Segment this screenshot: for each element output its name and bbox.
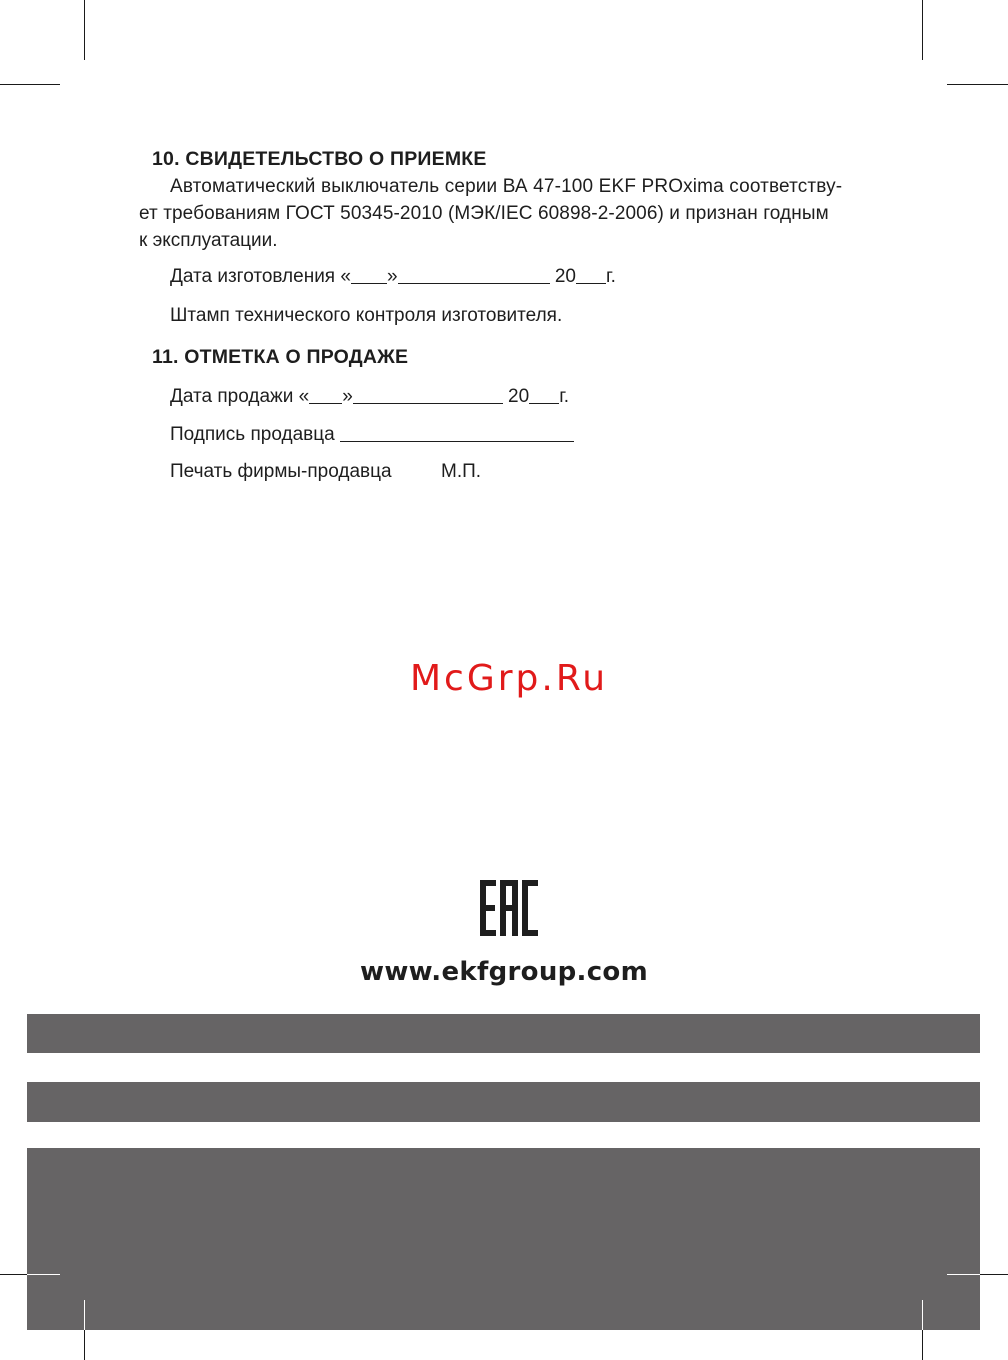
stamp-text: Штамп технического контроля изготовителя. [170, 305, 563, 326]
section-10-paragraph [139, 173, 859, 254]
website-url: www.ekfgroup.com [360, 957, 648, 987]
eac-logo [480, 880, 538, 936]
mfg-year-prefix: 20 [554, 266, 576, 287]
paragraph-line-2: ет требованиям ГОСТ 50345-2010 (МЭК/IEC 60898-2-2006) и признан годным [139, 203, 829, 224]
mfg-month-blank [398, 265, 550, 284]
sale-year-blank [529, 385, 559, 404]
mfg-date-mid: » [386, 266, 398, 287]
mfg-day-blank [351, 265, 387, 284]
manufacture-date-field [170, 265, 616, 288]
crop-mark-tr-v [922, 0, 923, 60]
crop-mark-tl-v [84, 0, 85, 60]
crop-mark-br-v-out [922, 1330, 923, 1360]
crop-mark-tl-h [0, 84, 60, 85]
crop-mark-br-h-out [980, 1274, 1008, 1275]
section-10-heading: 10. СВИДЕТЕЛЬСТВО О ПРИЕМКЕ [152, 148, 487, 170]
paragraph-line-3: к эксплуатации. [139, 230, 278, 251]
sale-year-prefix: 20 [508, 386, 530, 407]
gray-band-1 [27, 1014, 980, 1053]
sale-month-blank [353, 385, 503, 404]
seller-signature-blank [340, 423, 574, 442]
sale-date-field [170, 385, 569, 408]
seller-signature-label: Подпись продавца [170, 424, 335, 445]
sale-date-suffix: г. [559, 386, 570, 407]
mfg-date-prefix: Дата изготовления « [170, 266, 351, 287]
crop-mark-tr-h [947, 84, 1008, 85]
mfg-year-blank [576, 265, 606, 284]
mfg-date-suffix: г. [605, 266, 616, 287]
eac-mark-icon [480, 880, 538, 936]
seller-stamp-field [170, 461, 392, 483]
mp-label: М.П. [441, 461, 482, 482]
seller-signature-field [170, 423, 574, 446]
crop-mark-bl-v-out [84, 1330, 85, 1360]
gray-band-2 [27, 1082, 980, 1122]
seller-stamp-label: Печать фирмы-продавца [170, 461, 392, 482]
sale-day-blank [309, 385, 342, 404]
crop-mark-bl-h-out [0, 1274, 27, 1275]
gray-band-3 [27, 1148, 980, 1330]
sale-date-prefix: Дата продажи « [170, 386, 310, 407]
watermark: McGrp.Ru [410, 658, 609, 699]
section-11-heading: 11. ОТМЕТКА О ПРОДАЖЕ [152, 346, 409, 368]
paragraph-line-1: Автоматический выключатель серии ВА 47-100 EKF PROxima соответству- [170, 176, 843, 197]
sale-date-mid: » [342, 386, 353, 407]
